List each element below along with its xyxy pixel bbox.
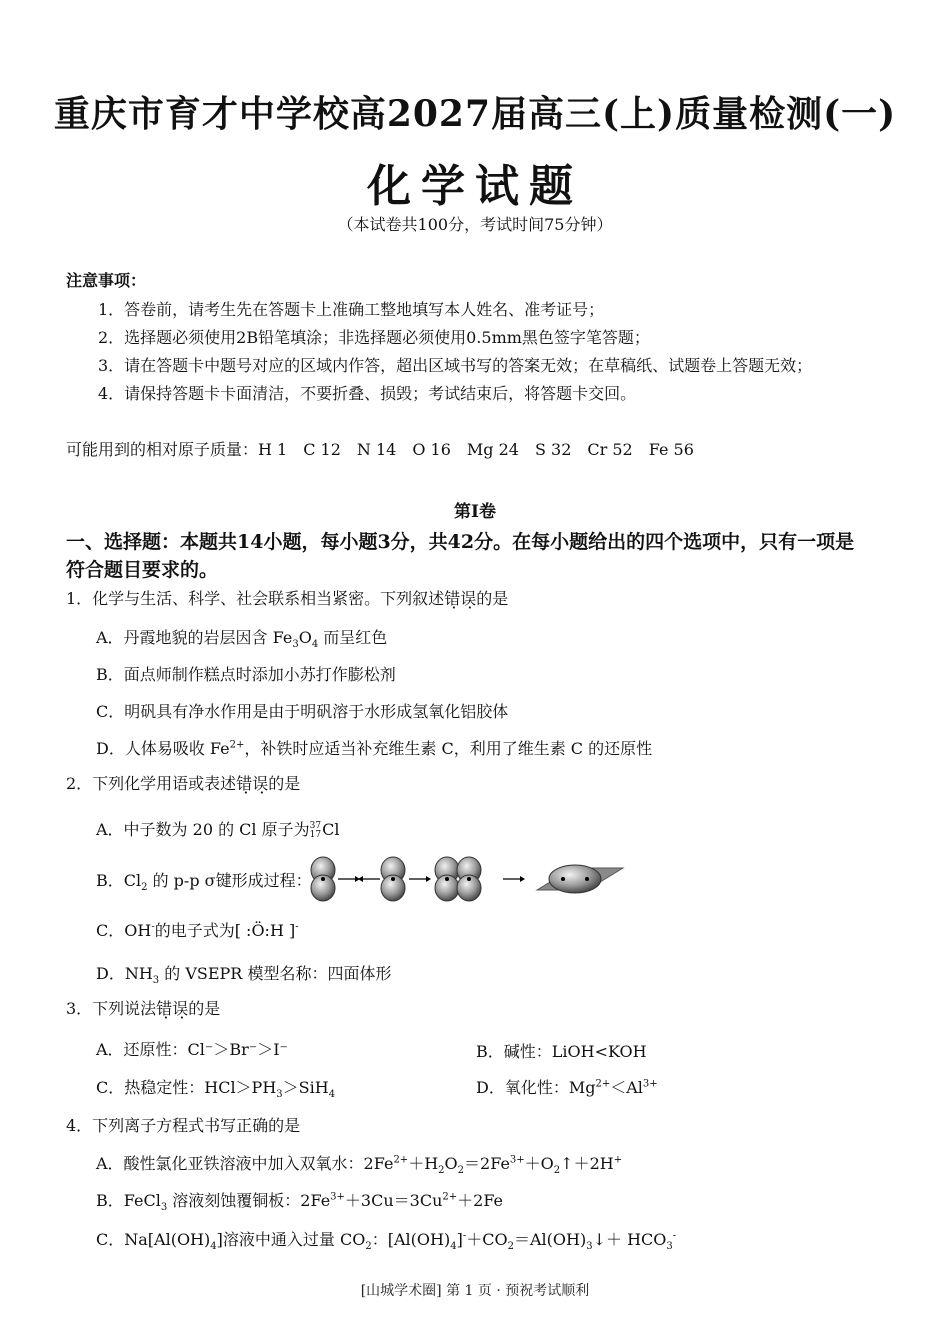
q3-option-c: C．热稳定性：$HCl>PH_3>SiH_4$ bbox=[96, 1078, 336, 1101]
notes-title: 注意事项： bbox=[66, 271, 147, 290]
q3-option-b: B．碱性：LiOH<KOH bbox=[476, 1042, 647, 1061]
sigma-bond-result bbox=[537, 865, 623, 893]
question-3-stem: 3．下列说法错误的是 bbox=[66, 999, 221, 1018]
q4-option-b: B．FeCl$_3$ 溶液刻蚀覆铜板：$2Fe^{3+}+3Cu=3Cu^{2+}+2Fe$ bbox=[96, 1191, 504, 1214]
note-item: 3．请在答题卡中题号对应的区域内作答，超出区域书写的答案无效；在草稿纸、试题卷上答题无效； bbox=[98, 356, 813, 375]
section-heading: 一、选择题：本题共14小题，每小题3分，共42分。在每小题给出的四个选项中，只有一项是 bbox=[66, 531, 855, 553]
question-4-stem: 4．下列离子方程式书写正确的是 bbox=[66, 1116, 301, 1135]
part-title: 第Ⅰ卷 bbox=[454, 502, 496, 522]
atomic-masses: 可能用到的相对原子质量：H 1 C 12 N 14 O 16 Mg 24 S 32 Cr 52 Fe 56 bbox=[66, 440, 694, 459]
p-orbital-1 bbox=[311, 857, 335, 901]
page-footer: [山城学术圈] 第 1 页 · 预祝考试顺利 bbox=[360, 1283, 590, 1299]
q1-option-a: A．丹霞地貌的岩层因含 $Fe_3O_4$ 而呈红色 bbox=[96, 628, 388, 651]
overlapping-orbitals bbox=[435, 857, 481, 901]
q2-option-a: A．中子数为 20 的 Cl 原子为37 17Cl bbox=[96, 820, 340, 840]
q4-option-c: C．$Na[Al(OH)_4]$溶液中通入过量 $CO_2$：$[Al(OH)_4]^-+CO_2=Al(OH)_3↓+ HCO_3^-$ bbox=[96, 1230, 677, 1253]
exam-info: （本试卷共100分，考试时间75分钟） bbox=[337, 215, 613, 234]
q3-option-a: A．还原性：Cl⁻＞Br⁻＞I⁻ bbox=[96, 1040, 288, 1059]
q3-option-d: D．氧化性：$Mg^{2+}<Al^{3+}$ bbox=[476, 1078, 658, 1097]
note-item: 1．答卷前，请考生先在答题卡上准确工整地填写本人姓名、准考证号； bbox=[98, 300, 605, 319]
exam-title: 重庆市育才中学校高2027届高三(上)质量检测(一) bbox=[53, 93, 897, 135]
subject-title: 化学试题 bbox=[367, 161, 583, 212]
section-heading-cont: 符合题目要求的。 bbox=[66, 559, 219, 581]
q2-option-b: B．$Cl_2$ 的 p-p σ键形成过程： bbox=[96, 871, 312, 894]
p-orbital-2 bbox=[381, 857, 405, 901]
note-item: 2．选择题必须使用2B铅笔填涂；非选择题必须使用0.5mm黑色签字笔答题； bbox=[98, 328, 650, 347]
q1-option-b: B．面点师制作糕点时添加小苏打作膨松剂 bbox=[96, 665, 396, 684]
q1-option-d: D．人体易吸收 $Fe^{2+}$，补铁时应适当补充维生素 C，利用了维生素 C 的还原性 bbox=[96, 739, 653, 758]
question-1-stem: 1．化学与生活、科学、社会联系相当紧密。下列叙述错误的是 bbox=[66, 589, 509, 608]
q2-option-d: D．$NH_3$ 的 VSEPR 模型名称：四面体形 bbox=[96, 964, 392, 987]
sigma-bond-diagram bbox=[305, 850, 635, 908]
q4-option-a: A．酸性氯化亚铁溶液中加入双氧水：$2Fe^{2+}+H_2O_2=2Fe^{3+}+O_2↑+2H^+$ bbox=[96, 1154, 623, 1177]
note-item: 4．请保持答题卡卡面清洁，不要折叠、损毁；考试结束后，将答题卡交回。 bbox=[98, 384, 637, 403]
question-2-stem: 2．下列化学用语或表述错误的是 bbox=[66, 774, 301, 793]
q2-option-c: C．OH-的电子式为[ :Ö:H ]- bbox=[96, 921, 299, 940]
q1-option-c: C．明矾具有净水作用是由于明矾溶于水形成氢氧化铝胶体 bbox=[96, 702, 509, 721]
